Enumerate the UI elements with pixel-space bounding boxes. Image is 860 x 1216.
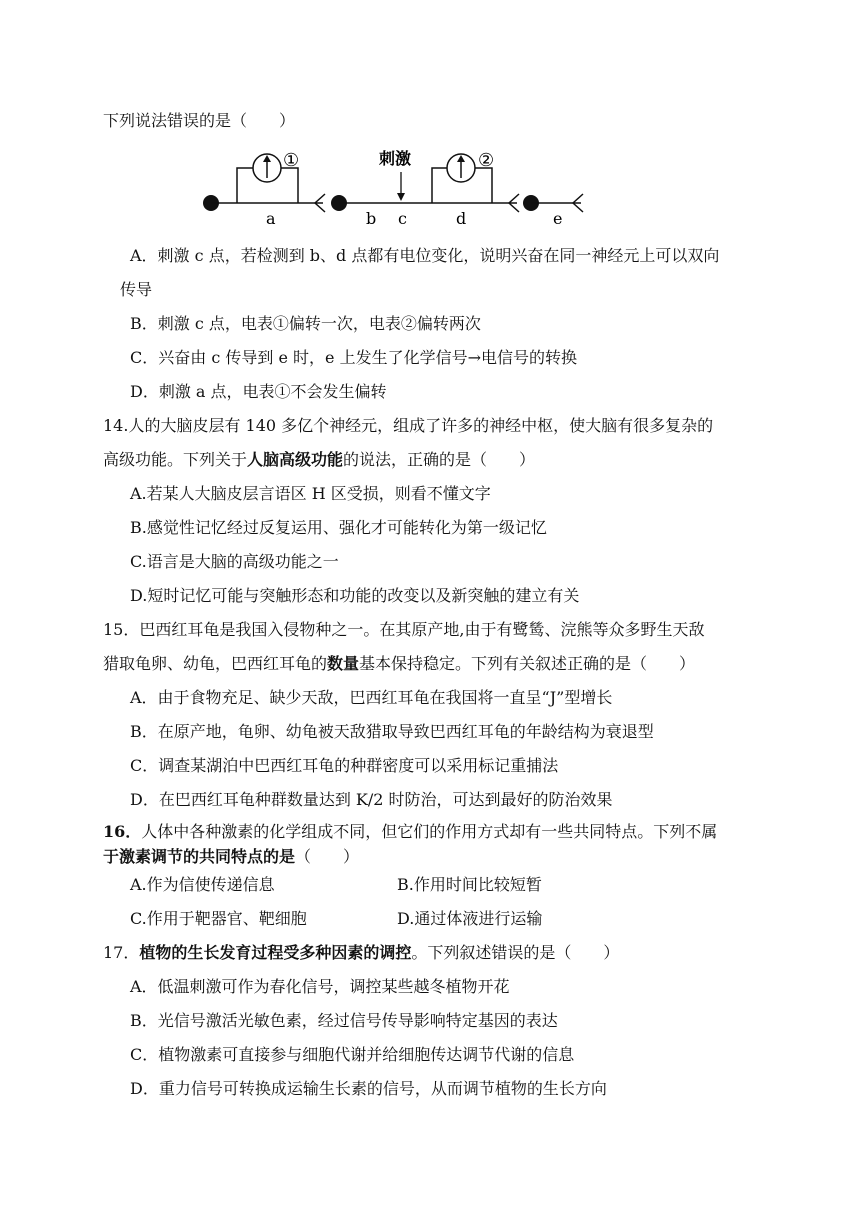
- meter-2: [432, 150, 494, 203]
- point-label-e: e: [553, 209, 563, 228]
- q16-option-d: D.通过体液进行运输: [397, 909, 543, 928]
- point-label-c: c: [398, 209, 407, 228]
- meter-1: [237, 150, 299, 203]
- q16-option-c: C.作用于靶器官、靶细胞: [130, 909, 307, 928]
- q15-stem-line2: [103, 653, 695, 675]
- q17-option-c: C．植物激素可直接参与细胞代谢并给细胞传达调节代谢的信息: [130, 1045, 575, 1064]
- q14-stem-line2: [103, 449, 535, 471]
- nerve-fiber-diagram: [195, 140, 615, 236]
- neuron-2: [331, 194, 519, 212]
- q16-stem-line2: [103, 846, 359, 868]
- q17-option-d: D．重力信号可转换成运输生长素的信号，从而调节植物的生长方向: [130, 1079, 607, 1098]
- q13-option-b: B．刺激 c 点，电表①偏转一次，电表②偏转两次: [130, 314, 481, 333]
- q15-stem-emphasis: 数量: [327, 654, 360, 673]
- q17-number: 17．: [103, 943, 140, 962]
- q16-stem-emphasis: 于激素调节的共同特点的是: [103, 847, 296, 866]
- q14-option-b: B.感觉性记忆经过反复运用、强化才可能转化为第一级记忆: [130, 518, 547, 537]
- q15-stem-text: 猎取龟卵、幼龟，巴西红耳龟的: [103, 654, 328, 673]
- point-label-b: b: [366, 209, 377, 228]
- q16-number: 16．: [103, 822, 142, 841]
- q15-stem-text-end: 基本保持稳定。下列有关叙述正确的是（ ）: [359, 654, 696, 673]
- q14-stem-emphasis: 人脑高级功能: [247, 450, 344, 469]
- q17-option-b: B．光信号激活光敏色素，经过信号传导影响特定基因的表达: [130, 1011, 558, 1030]
- q16-stem-text: 人体中各种激素的化学组成不同，但它们的作用方式却有一些共同特点。下列不属: [141, 822, 718, 841]
- q13-option-c: C．兴奋由 c 传导到 e 时，e 上发生了化学信号→电信号的转换: [130, 348, 577, 367]
- q15-stem-line1: 15．巴西红耳龟是我国入侵物种之一。在其原产地,由于有鹭鸶、浣熊等众多野生天敌: [103, 620, 705, 639]
- q17-stem: [103, 942, 619, 964]
- q14-stem-text: 高级功能。下列关于: [103, 450, 248, 469]
- neuron-1: [203, 194, 325, 212]
- q16-stem-text-end: （ ）: [295, 847, 360, 866]
- point-label-d: d: [456, 209, 467, 228]
- meter-2-label: ②: [478, 150, 495, 171]
- q14-option-d: D.短时记忆可能与突触形态和功能的改变以及新突触的建立有关: [130, 586, 580, 605]
- q14-stem-text-end: 的说法，正确的是（ ）: [343, 450, 536, 469]
- q14-stem-line1: 14.人的大脑皮层有 140 多亿个神经元，组成了许多的神经中枢，使大脑有很多复杂的: [103, 416, 714, 435]
- q15-option-a: A．由于食物充足、缺少天敌，巴西红耳龟在我国将一直呈“J”型增长: [130, 688, 613, 707]
- q13-option-a: A．刺激 c 点，若检测到 b、d 点都有电位变化，说明兴奋在同一神经元上可以双向: [130, 246, 720, 265]
- q17-stem-emphasis: 植物的生长发育过程受多种因素的调控: [139, 943, 412, 962]
- q17-stem-text-end: 。下列叙述错误的是（ ）: [411, 943, 620, 962]
- question-13-stem: 下列说法错误的是（ ）: [103, 111, 296, 130]
- q15-option-d: D．在巴西红耳龟种群数量达到 K/2 时防治，可达到最好的防治效果: [130, 790, 613, 809]
- q13-option-d: D．刺激 a 点，电表①不会发生偏转: [130, 382, 387, 401]
- q15-option-c: C．调查某湖泊中巴西红耳龟的种群密度可以采用标记重捕法: [130, 756, 559, 775]
- stimulus-label: 刺激: [379, 149, 412, 168]
- q13-option-a-cont: 传导: [120, 280, 153, 299]
- q16-option-a: A.作为信使传递信息: [130, 875, 275, 894]
- q14-option-c: C.语言是大脑的高级功能之一: [130, 552, 339, 571]
- q16-option-b: B.作用时间比较短暂: [397, 875, 542, 894]
- q14-option-a: A.若某人大脑皮层言语区 H 区受损，则看不懂文字: [130, 484, 491, 503]
- q17-option-a: A．低温刺激可作为春化信号，调控某些越冬植物开花: [130, 977, 510, 996]
- point-label-a: a: [266, 209, 276, 228]
- meter-1-label: ①: [283, 150, 300, 171]
- q15-option-b: B．在原产地，龟卵、幼龟被天敌猎取导致巴西红耳龟的年龄结构为衰退型: [130, 722, 654, 741]
- q16-stem-line1: [103, 821, 717, 843]
